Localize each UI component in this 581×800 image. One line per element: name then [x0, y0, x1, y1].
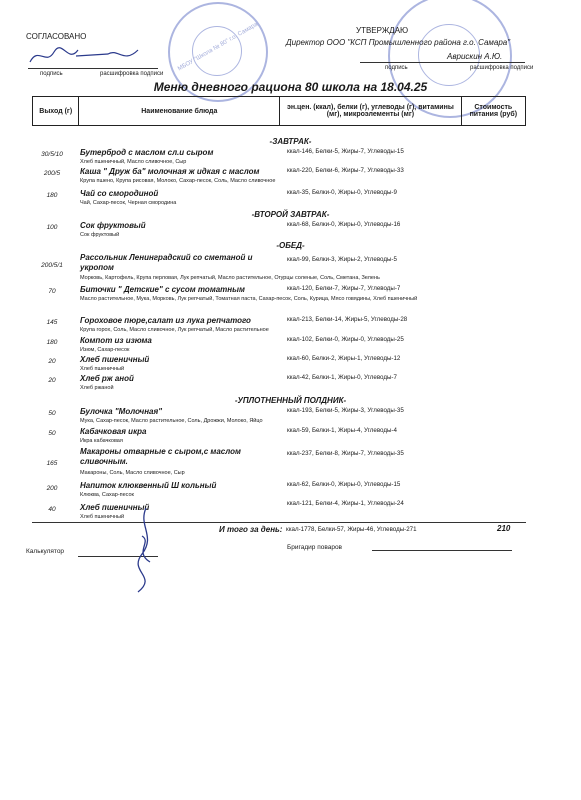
chef-line — [372, 550, 512, 551]
item-composition: Хлеб пшеничный — [80, 514, 125, 520]
section-title: -ВТОРОЙ ЗАВТРАК- — [251, 210, 330, 219]
item-composition: Чай, Сахар-песок, Черная смородина — [80, 200, 177, 206]
footer-calculator-label: Калькулятор — [26, 548, 65, 555]
page-title: Меню дневного рациона 80 школа на 18.04.25 — [153, 80, 428, 94]
left-sig-line — [28, 68, 158, 69]
calculator-signature — [128, 506, 168, 596]
total-label: И того за день: — [219, 525, 283, 534]
item-name: Компот из изюма — [80, 336, 152, 345]
item-nutrition: ккал-213, Белки-14, Жиры-5, Углеводы-28 — [287, 316, 408, 323]
item-name: Хлеб пшеничный — [80, 355, 150, 364]
item-nutrition: ккал-120, Белки-7, Жиры-7, Углеводы-7 — [287, 285, 401, 292]
item-nutrition: ккал-62, Белки-0, Жиры-0, Углеводы-15 — [287, 481, 401, 488]
header-nutrition: эн.цен. (ккал), белки (г), углеводы (г), витамины (мг), микроэлементы (мг) — [280, 97, 461, 126]
approval-left-title: СОГЛАСОВАНО — [26, 32, 87, 41]
total-divider — [32, 522, 526, 523]
footer-chef-label: Бригадир поваров — [287, 544, 343, 551]
left-sig-caption-2: расшифровка подписи — [100, 71, 164, 77]
item-out: 50 — [48, 430, 56, 437]
item-nutrition: ккал-193, Белки-5, Жиры-3, Углеводы-35 — [287, 407, 404, 414]
item-name: Напиток клюквенный Ш кольный — [80, 481, 217, 490]
item-composition: Хлеб ржаной — [80, 385, 114, 391]
item-out: 30/5/10 — [41, 151, 63, 158]
total-nutrition: ккал-1778, Белки-57, Жиры-46, Углеводы-271 — [286, 526, 417, 533]
item-nutrition: ккал-99, Белки-3, Жиры-2, Углеводы-5 — [287, 256, 397, 263]
item-composition: Мука, Сахар-песок, Масло растительное, Соль, Дрожжи, Молоко, Яйцо — [80, 418, 263, 424]
approval-left — [26, 32, 86, 41]
item-nutrition: ккал-121, Белки-4, Жиры-1, Углеводы-24 — [287, 500, 404, 507]
approval-right-name: Аврискин А.Ю. — [447, 52, 503, 61]
item-composition: Крупа пшено, Крупа рисовая, Молоко, Сахар-песок, Соль, Масло сливочное — [80, 178, 276, 184]
item-nutrition: ккал-220, Белки-6, Жиры-7, Углеводы-33 — [287, 167, 404, 174]
item-out: 40 — [48, 506, 56, 513]
school-stamp-text: МБОУ "Школа № 80" г.о. Самара — [177, 21, 259, 73]
item-nutrition: ккал-59, Белки-1, Жиры-4, Углеводы-4 — [287, 427, 397, 434]
item-composition: Макароны, Соль, Масло сливочное, Сыр — [80, 470, 185, 476]
item-nutrition: ккал-68, Белки-0, Жиры-0, Углеводы-16 — [287, 221, 401, 228]
item-out: 200/5/1 — [41, 262, 63, 269]
item-nutrition: ккал-60, Белки-2, Жиры-1, Углеводы-12 — [287, 355, 401, 362]
item-name: Кабачковая икра — [80, 427, 147, 436]
item-name: Хлеб рж аной — [80, 374, 134, 383]
item-composition: Клюква, Сахар-песок — [80, 492, 134, 498]
left-signature — [28, 44, 148, 70]
item-nutrition: ккал-42, Белки-1, Жиры-0, Углеводы-7 — [287, 374, 397, 381]
header-out: Выход (г) — [33, 97, 79, 126]
section-title: -ЗАВТРАК- — [269, 137, 312, 146]
item-out: 20 — [48, 377, 56, 384]
approval-right-position: Директор ООО "КСП Промышленного района г.о. Самара" — [286, 38, 511, 47]
right-sig-caption-1: подпись — [385, 65, 408, 71]
section-title: -ОБЕД- — [276, 241, 305, 250]
item-out: 165 — [46, 460, 58, 467]
item-nutrition: ккал-237, Белки-8, Жиры-7, Углеводы-35 — [287, 450, 404, 457]
item-out: 200/5 — [43, 170, 61, 177]
item-name: Бутерброд с маслом сл.и сыром — [80, 148, 214, 157]
section-title: -УПЛОТНЕННЫЙ ПОЛДНИК- — [234, 396, 347, 405]
item-composition: Крупа горох, Соль, Масло сливочное, Лук репчатый, Масло растительное — [80, 327, 269, 333]
item-out: 200 — [46, 485, 58, 492]
item-name: Каша " Друж ба" молочная ж идкая с маслом — [80, 167, 260, 176]
item-out: 145 — [46, 319, 58, 326]
right-sig-line — [360, 62, 525, 63]
item-out: 100 — [46, 224, 58, 231]
menu-header-table — [32, 96, 526, 126]
item-name: Гороховое пюре,салат из лука репчатого — [80, 316, 251, 325]
right-sig-caption-2: расшифровка подписи — [470, 65, 534, 71]
total-cost: 210 — [497, 524, 511, 533]
item-out: 180 — [46, 339, 58, 346]
item-name: Рассольник Ленинградский со сметаной и укропом — [80, 253, 253, 272]
item-name: Биточки " Детские" с сусом томатным — [80, 285, 245, 294]
item-out: 70 — [48, 288, 56, 295]
item-name: Чай со смородиной — [80, 189, 159, 198]
item-composition: Масло растительное, Мука, Морковь, Лук репчатый, Томатная паста, Сахар-песок, Соль, Курица, Мясо говядины, Хлеб пшеничный — [80, 296, 418, 302]
left-sig-caption-1: подпись — [40, 71, 63, 77]
item-composition: Хлеб пшеничный — [80, 366, 125, 372]
item-composition: Икра кабачковая — [80, 438, 123, 444]
header-name: Наименование блюда — [79, 97, 280, 126]
item-composition: Сок фруктовый — [80, 232, 120, 238]
item-nutrition: ккал-35, Белки-0, Жиры-0, Углеводы-9 — [287, 189, 397, 196]
item-name: Сок фруктовый — [80, 221, 146, 230]
item-nutrition: ккал-102, Белки-0, Жиры-0, Углеводы-25 — [287, 336, 404, 343]
approval-right-title: УТВЕРЖДАЮ — [356, 26, 409, 35]
item-composition: Хлеб пшеничный, Масло сливочное, Сыр — [80, 159, 187, 165]
item-name: Булочка "Молочная" — [80, 407, 163, 416]
item-name: Хлеб пшеничный — [80, 503, 150, 512]
item-name: Макароны отварные с сыром,с маслом сливочным. — [80, 447, 241, 466]
header-cost: Стоимость питания (руб) — [461, 97, 525, 126]
item-nutrition: ккал-146, Белки-5, Жиры-7, Углеводы-15 — [287, 148, 404, 155]
item-out: 20 — [48, 358, 56, 365]
item-out: 50 — [48, 410, 56, 417]
item-composition: Морковь, Картофель, Крупа перловая, Лук репчатый, Масло растительное, Огурцы соленые, Соль, Сметана, Зелень — [80, 275, 380, 281]
item-out: 180 — [46, 192, 58, 199]
item-composition: Изюм, Сахар-песок — [80, 347, 130, 353]
